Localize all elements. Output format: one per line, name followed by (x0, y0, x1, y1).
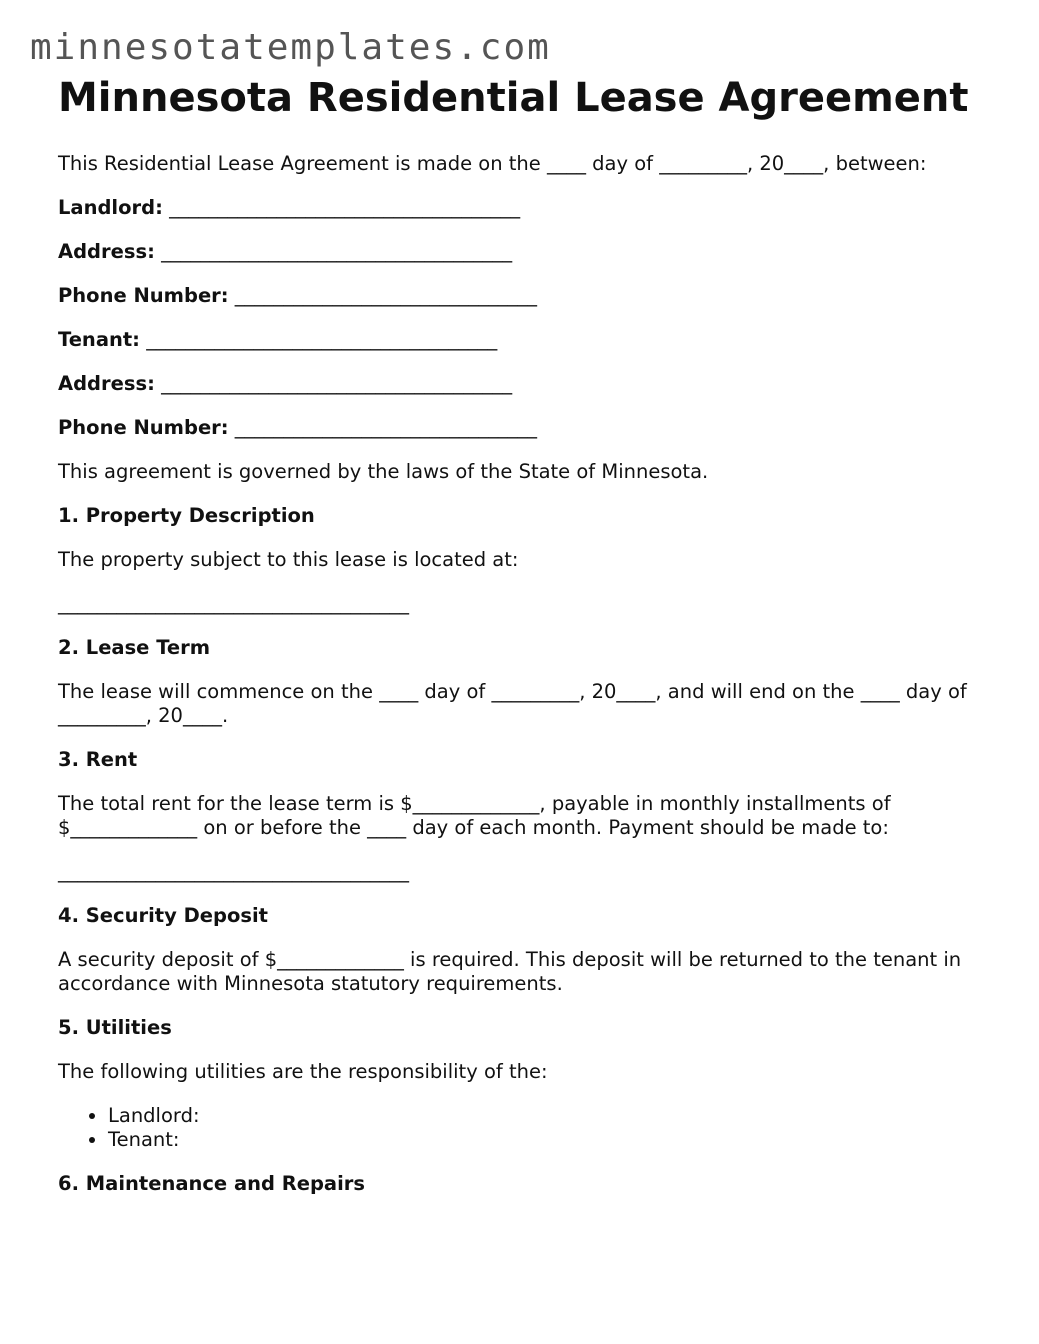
fill-in-line: _______________________________ (234, 416, 538, 439)
section-heading-property: 1. Property Description (58, 504, 315, 527)
fill-in-line: ____________________________________ (161, 240, 513, 263)
section-heading-maintenance: 6. Maintenance and Repairs (58, 1172, 365, 1195)
party-field-landlord-phone[interactable] (58, 284, 988, 308)
intro-paragraph: This Residential Lease Agreement is made on the ____ day of _________, 20____, between: (58, 152, 927, 175)
section-heading-lease-term: 2. Lease Term (58, 636, 211, 659)
field-label: Address: (58, 372, 155, 395)
list-item-tenant: • Tenant: (108, 1128, 988, 1152)
field-label: Phone Number: (58, 416, 229, 439)
property-paragraph: The property subject to this lease is located at: (58, 548, 519, 571)
list-item-landlord: • Landlord: (108, 1104, 988, 1128)
fill-in-line: _______________________________ (234, 284, 538, 307)
party-field-tenant-address[interactable] (58, 372, 988, 396)
fill-in-line: ____________________________________ (169, 196, 521, 219)
section-heading-security-deposit: 4. Security Deposit (58, 904, 268, 927)
party-field-landlord[interactable] (58, 196, 988, 220)
property-address-line[interactable]: ____________________________________ (58, 592, 409, 615)
utilities-paragraph: The following utilities are the responsibility of the: (58, 1060, 548, 1083)
section-heading-utilities: 5. Utilities (58, 1016, 172, 1039)
party-field-tenant-phone[interactable] (58, 416, 988, 440)
field-label: Address: (58, 240, 155, 263)
utilities-list (58, 1104, 988, 1152)
document-body (58, 74, 988, 1216)
governing-law-paragraph: This agreement is governed by the laws of the State of Minnesota. (58, 460, 709, 483)
fill-in-line: ____________________________________ (146, 328, 498, 351)
field-label: Phone Number: (58, 284, 229, 307)
section-heading-rent: 3. Rent (58, 748, 138, 771)
watermark: minnesotatemplates.com (30, 27, 551, 68)
document-title: Minnesota Residential Lease Agreement (58, 75, 969, 121)
fill-in-line: ____________________________________ (161, 372, 513, 395)
lease-term-paragraph: The lease will commence on the ____ day of _________, 20____, and will end on the ____ day of _________, 20____. (58, 680, 967, 727)
field-label: Tenant: (58, 328, 140, 351)
rent-payee-line[interactable]: ____________________________________ (58, 860, 409, 883)
party-field-landlord-address[interactable] (58, 240, 988, 264)
security-deposit-paragraph: A security deposit of $_____________ is required. This deposit will be returned to the tenant in accordance with Minnesota statutory requirements. (58, 948, 962, 995)
field-label: Landlord: (58, 196, 163, 219)
party-field-tenant[interactable] (58, 328, 988, 352)
rent-paragraph: The total rent for the lease term is $_____________, payable in monthly installments of $_____________ on or before the ____ day of each month. Payment should be made to: (58, 792, 891, 839)
